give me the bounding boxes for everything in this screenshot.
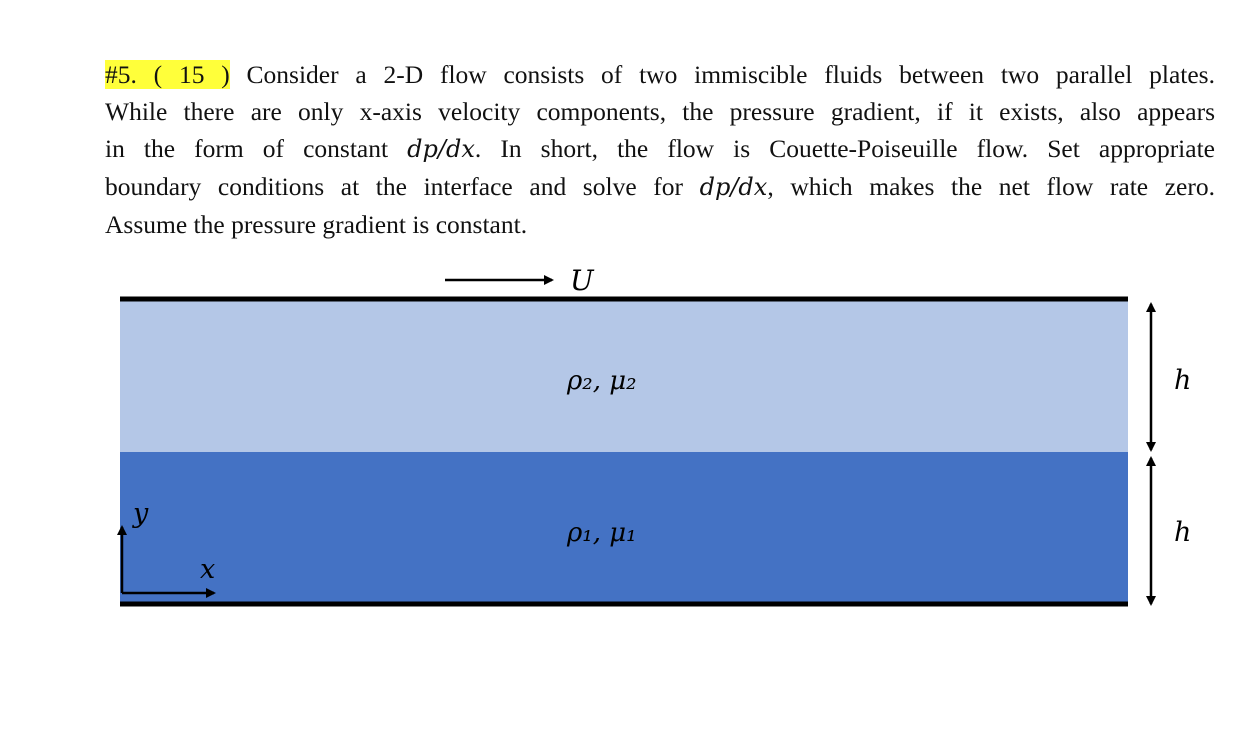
lower-fluid-label: ρ₁, μ₁ [567,518,637,548]
math-dpdx-2: dp/dx [699,173,768,201]
upper-fluid-label: ρ₂, μ₂ [567,366,637,396]
problem-line-5: Assume the pressure gradient is constant. [105,210,528,239]
problem-text-3a: in the form of constant [105,134,408,163]
lower-height-label: h [1174,517,1192,548]
problem-text-3b: . In short, the flow is Couette-Poiseuille flow. Set appropriate [474,134,1215,163]
problem-line-2: While there are only x-axis velocity components, the pressure gradient, if it exists, also appears [105,97,1215,126]
problem-text-4a: boundary conditions at the interface and solve for [105,172,700,201]
problem-text-1: Consider a 2-D flow consists of two immiscible fluids between two parallel plates. [229,60,1215,89]
problem-number: #5. ( 15 ) [105,60,230,89]
x-axis-label: x [200,554,216,585]
top-velocity-label: U [570,264,594,297]
upper-height-label: h [1174,365,1192,396]
problem-text-4b: , which makes the net flow rate zero. [767,172,1215,201]
math-dpdx-1: dp/dx [407,135,475,163]
y-axis-label: y [133,498,149,529]
